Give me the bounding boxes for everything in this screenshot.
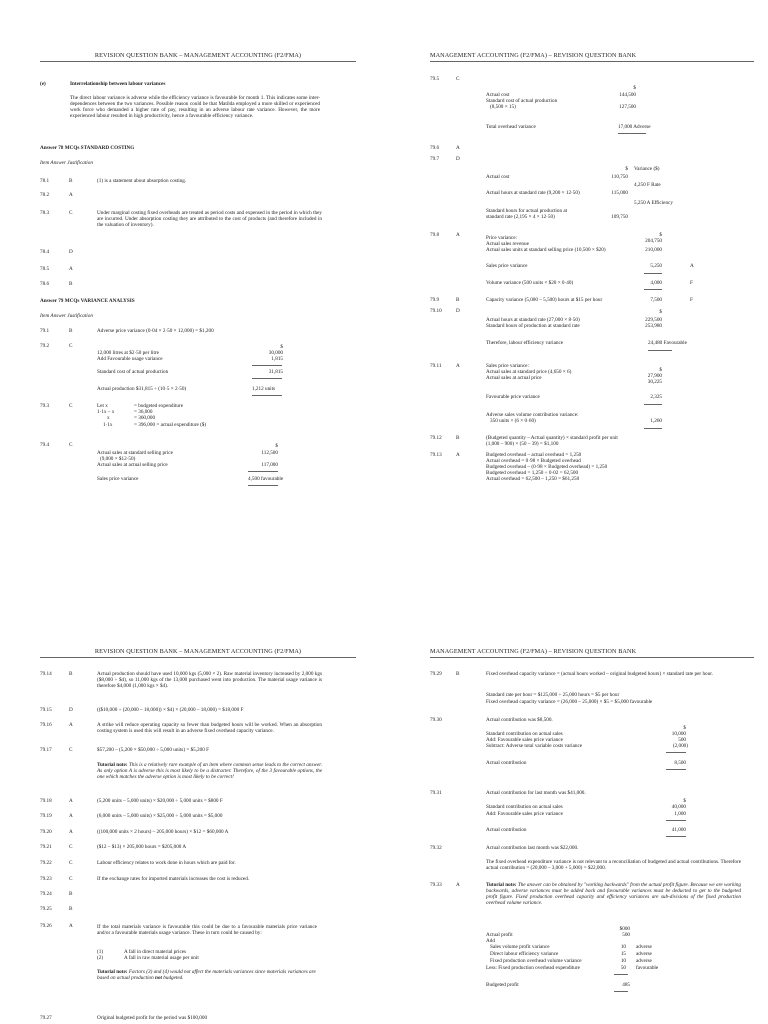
item-justification: (5,200 units – 5,000 units) × $20,000 ÷ 5,000 units = $800 F (97, 798, 223, 804)
item-justification: If the total materials variance is favourable this could be due to a favourable materials price variance and/or a favourable materials usage variance. These in turn could be caused by: (97, 924, 317, 937)
item-number: 79.29 (430, 671, 442, 677)
calc-value: 117,000 (261, 462, 278, 468)
variance-flag: adverse (636, 958, 652, 964)
calc-label: Standard contribution on actual sales (486, 731, 563, 737)
item-number: 79.12 (430, 435, 442, 441)
item-number: 79.17 (40, 747, 52, 753)
calc-label: Actual sales units at standard selling price (10,500 × $20) (486, 247, 606, 253)
calc-label: Sales price variance: (486, 363, 529, 369)
calc-label: (8,500 × 15) (490, 104, 516, 110)
item-number: 79.33 (430, 882, 442, 888)
item-answer: C (69, 343, 73, 349)
calc-label: Direct labour efficiency variance (490, 951, 559, 957)
item-justification: Actual contribution was $8,500. (486, 717, 553, 723)
calc-value: 5,250 (650, 263, 662, 269)
calc-value: 1,000 (674, 811, 686, 817)
column-headers: Item Answer Justification (40, 160, 93, 166)
calc-label: Standard contribution on actual sales (486, 804, 563, 810)
page-header: REVISION QUESTION BANK – MANAGEMENT ACCOUNTING (F2/FMA) (40, 52, 356, 62)
calc-value: 7,500 (650, 297, 662, 303)
item-number: 78.5 (40, 266, 50, 272)
variance-flag: A (690, 263, 694, 269)
calc-value: 24,480 Favourable (648, 340, 687, 346)
calc-label: (1,000 – 900) × (50 – 39) = $1,100 (486, 441, 559, 447)
item-justification: Under marginal costing fixed overheads are treated as period costs and expensed in the period in which they are incurred. Under absorption costing they are attributed to the cost of products (and therefore included in the valuation of inventory). (97, 210, 322, 229)
item-answer: D (456, 156, 460, 162)
tutorial-text: Factors (3) and (4) would not affect the materials variances since materials variances are based on actual production (97, 969, 316, 982)
item-number: 79.14 (40, 671, 52, 677)
calc-value: 10 (620, 944, 626, 950)
page-1077 (14, 6, 356, 510)
calc-line: Actual overhead = 0·98 × Budgeted overhead (486, 458, 581, 464)
item-answer: B (456, 297, 460, 303)
item-answer: D (69, 707, 73, 713)
variance-flag: adverse (636, 951, 652, 957)
calc-value: 27,900 (647, 373, 662, 379)
item-answer: A (456, 452, 460, 458)
underline (648, 350, 672, 351)
calc-value: 1,212 units (252, 386, 276, 392)
calc-label: Therefore, labour efficiency variance (486, 340, 564, 346)
explanation: The fixed overhead expenditure variance is not relevant to a reconciliation of budgeted and actual contributions. Therefore actual contribution = (20,000 – 3,000 + 5,000) = $22,000. (486, 859, 741, 872)
column-header: Variance ($) (634, 166, 660, 172)
calc-line: Standard rate per hour = $125,000 ÷ 25,000 hours = $5 per hour (486, 692, 620, 698)
item-answer: C (69, 876, 73, 882)
item-number: 79.19 (40, 813, 52, 819)
page-1080 (412, 514, 754, 1018)
calc-label: Actual sales at standard selling price (97, 450, 173, 456)
calc-value: 30,000 (268, 350, 283, 356)
item-number: 79.16 (40, 722, 52, 728)
calc-value: = 360,000 (134, 415, 156, 421)
calc-label: Actual hours at standard rate (27,000 × 8·50) (486, 317, 580, 323)
item-justification: (6,000 units – 5,000 units) × $25,000 ÷ 5,000 units = $5,000 (97, 813, 223, 819)
item-number: 79.13 (430, 452, 442, 458)
tutorial-note (486, 882, 741, 906)
currency-header: $ (683, 725, 686, 731)
page-header: MANAGEMENT ACCOUNTING (F2/FMA) – REVISION QUESTION BANK (430, 52, 754, 62)
calc-label: Fixed production overhead volume variance (490, 958, 582, 964)
calc-value: 8,500 (674, 760, 686, 766)
item-answer: A (69, 813, 73, 819)
item-number: 78.1 (40, 178, 50, 184)
calc-label: Add: Favourable sales price variance (486, 811, 563, 817)
calc-label: Capacity variance (5,000 – 5,500) hours at $15 per hour (486, 297, 603, 303)
tutorial-label: Tutorial note: (97, 969, 128, 975)
calc-label: Subtract: Adverse total variable costs variance (486, 743, 583, 749)
calc-label: Let x (97, 403, 108, 409)
calc-value: 40,000 (671, 804, 686, 810)
calc-label: 1·1x (103, 422, 113, 428)
item-number: 79.5 (430, 76, 440, 82)
calc-value: 115,000 (611, 190, 628, 196)
calc-label: Sales volume profit variance (490, 944, 550, 950)
calc-value: 10 (620, 958, 626, 964)
calc-line: Actual overhead = 62,500 – 1,250 = $61,250 (486, 476, 580, 482)
item-number: 79.8 (430, 232, 440, 238)
variance-label: 5,250 A Efficiency (634, 200, 673, 206)
calc-label: 1·1x – x (97, 409, 115, 415)
calc-label: Actual profit (486, 932, 513, 938)
page-header: REVISION QUESTION BANK – MANAGEMENT ACCOUNTING (F2/FMA) (40, 648, 356, 658)
calc-label: Actual production $31,815 ÷ (10·5 × 2·50) (97, 386, 187, 392)
variance-flag: adverse (636, 944, 652, 950)
item-number: 79.20 (40, 829, 52, 835)
calc-value: 4,000 (650, 280, 662, 286)
calc-value: 127,500 (619, 104, 636, 110)
calc-label: (Budgeted quantity – Actual quantity) × standard profit per unit (486, 435, 618, 441)
item-number: 79.4 (40, 442, 50, 448)
calc-value: 41,000 (671, 827, 686, 833)
calc-label: (9,000 × $12·50) (100, 456, 136, 462)
list-item: A fall in direct material prices (124, 949, 187, 955)
item-answer: D (69, 249, 73, 255)
item-justification: If the exchange rates for imported materials increases the cost is reduced. (97, 876, 250, 882)
underline (666, 820, 686, 821)
currency-header: $ (659, 367, 662, 373)
page-1078 (412, 6, 754, 510)
underline (248, 471, 278, 472)
currency-header: $ (280, 344, 283, 350)
item-justification: (($10,000 ÷ (20,000 – 18,000)) × $4) × (20,000 – 18,000) = $18,000 F (97, 707, 244, 713)
tutorial-text: budgeted. (161, 975, 184, 982)
item-answer: A (69, 798, 73, 804)
item-answer: C (69, 442, 73, 448)
calc-label: Volume variance (500 units × $20 × 0·40) (486, 280, 574, 286)
calc-value: 17,000 Adverse (618, 124, 651, 130)
variance-flag: F (690, 280, 693, 286)
calc-label: Actual hours at standard rate (9,200 × 12·50) (486, 190, 580, 196)
item-answer: C (69, 860, 73, 866)
item-justification: Adverse price variance (0·04 × 2·50 × 12,000) = $1,200 (97, 328, 214, 334)
item-answer: C (69, 403, 73, 409)
item-answer: B (69, 671, 73, 677)
calc-label: Price variance: (486, 235, 517, 241)
calc-value: = budgeted expenditure (134, 403, 184, 409)
calc-value: 15 (620, 951, 626, 957)
item-answer: A (69, 829, 73, 835)
calc-label: Actual contribution (486, 760, 527, 766)
item-justification: Actual contribution last month was $22,000. (486, 845, 579, 851)
underline (666, 769, 686, 770)
calc-value: 112,500 (261, 450, 278, 456)
currency-header: $ (683, 798, 686, 804)
calc-label: 12,000 litres at $2·50 per litre (97, 350, 159, 356)
calc-label: Adverse sales volume contribution variance: (486, 412, 579, 418)
tutorial-label: Tutorial note: (486, 882, 517, 888)
item-number: 79.21 (40, 844, 52, 850)
tutorial-text: This is a relatively rare example of an item where common sense leads to the correct answer. As only option A is adverse this is most likely to be a distracter. Therefore, of the 3 favourable options, the one which matches the adverse option is most likely to be correct! (97, 762, 322, 781)
calc-value: = 36,000 (134, 409, 153, 415)
item-answer: C (69, 844, 73, 850)
underline (666, 836, 686, 837)
item-answer: A (456, 145, 460, 151)
variance-flag: F (690, 297, 693, 303)
currency-header: $ (275, 443, 278, 449)
calc-value: 210,000 (645, 247, 662, 253)
item-justification: ((100,000 units × 2 hours) – 205,000 hours) × $12 = $60,000 A (97, 829, 229, 835)
item-number: 79.7 (430, 156, 440, 162)
item-answer: B (69, 178, 73, 184)
item-number: 79.2 (40, 343, 50, 349)
item-answer: A (456, 232, 460, 238)
item-justification: Actual production should have used 10,000 kgs (5,000 × 2). Raw material inventory increased by 2,000 kgs ($8,000 ÷ $4), so 11,000 kgs of the 13,000 purchased went into production. The material usage variance is therefore $4,000 (1,000 kgs × $4). (97, 671, 322, 690)
calc-value: = 396,000 = actual expenditure ($) (134, 422, 207, 428)
underline (666, 752, 686, 753)
calc-value: 1,815 (271, 356, 283, 362)
item-number: 79.32 (430, 845, 442, 851)
calc-value: 50 (620, 965, 626, 971)
item-answer: C (456, 76, 460, 82)
currency-header: $ (625, 166, 628, 172)
calc-value: 500 (678, 737, 686, 743)
item-answer: B (69, 891, 73, 897)
calc-label: Actual cost (486, 174, 510, 180)
item-number: 78.2 (40, 192, 50, 198)
calc-label: Standard hours for actual production at (486, 208, 568, 214)
calc-line: Budgeted overhead – actual overhead = 1,250 (486, 452, 582, 458)
calc-value: 31,815 (268, 369, 283, 375)
tutorial-emphasis: not (155, 975, 162, 982)
list-item: A fall in raw material usage per unit (124, 955, 199, 961)
calc-label: Sales price variance (486, 263, 528, 269)
page-header: MANAGEMENT ACCOUNTING (F2/FMA) – REVISION QUESTION BANK (430, 648, 754, 658)
item-number: 79.18 (40, 798, 52, 804)
underline (618, 133, 646, 134)
item-number: 79.26 (40, 923, 52, 929)
underline (614, 991, 628, 992)
calc-label: Total overhead variance (486, 124, 536, 130)
item-justification: Fixed overhead capacity variance = (actual hours worked – original budgeted hours) × standard rate per hour. (486, 671, 713, 677)
calc-label: Actual sales at standard price (4,650 × 6) (486, 369, 572, 375)
calc-value: 110,750 (611, 174, 628, 180)
item-answer: B (456, 435, 460, 441)
item-number: 79.3 (40, 403, 50, 409)
item-answer: B (456, 671, 460, 677)
calc-value: 30,225 (647, 379, 662, 385)
item-number: 79.10 (430, 308, 442, 314)
item-answer: C (69, 210, 73, 216)
calc-line: Budgeted overhead – (0·98 × Budgeted overhead) = 1,250 (486, 464, 608, 470)
answer-title: Answer 78 MCQs STANDARD COSTING (40, 145, 135, 151)
item-number: 79.6 (430, 145, 440, 151)
item-answer: A (69, 266, 73, 272)
item-justification: (1) is a statement about absorption costing. (97, 178, 187, 184)
underline (248, 485, 278, 486)
column-headers: Item Answer Justification (40, 313, 93, 319)
calc-label: 350 units × (6 × 0·60) (490, 418, 536, 424)
tutorial-note (97, 762, 322, 780)
item-number: 79.23 (40, 876, 52, 882)
underline (644, 404, 662, 405)
item-number: 78.4 (40, 249, 50, 255)
part-label: (e) (40, 81, 46, 87)
underline (252, 395, 282, 396)
calc-label: Actual contribution (486, 827, 527, 833)
item-justification: $57,200 – (5,200 × $50,000 ÷ 5,000 units) = $5,200 F (97, 747, 210, 753)
item-answer: B (69, 906, 73, 912)
item-number: 78.6 (40, 281, 50, 287)
tutorial-note (97, 969, 322, 981)
calc-label: Budgeted profit (486, 982, 519, 988)
calc-label: x (107, 415, 110, 421)
calc-label: Add: Favourable sales price variance (486, 737, 563, 743)
section-title: Interrelationship between labour variances (70, 81, 166, 87)
item-answer: A (69, 192, 73, 198)
calc-line: Fixed overhead capacity variance = (26,000 – 25,000) × $5 = $5,000 favourable (486, 699, 653, 705)
calc-value: 253,980 (645, 323, 662, 329)
item-number: 79.25 (40, 906, 52, 912)
calc-value: 2,325 (650, 394, 662, 400)
item-answer: C (69, 747, 73, 753)
currency-header: $000 (619, 926, 630, 932)
calc-label: Standard cost of actual production (97, 369, 169, 375)
item-answer: A (69, 923, 73, 929)
item-number: 79.15 (40, 707, 52, 713)
underline (644, 428, 662, 429)
calc-label: Actual sales revenue (486, 241, 529, 247)
item-answer: A (456, 882, 460, 888)
item-justification: Original budgeted profit for the period was $100,000 (97, 1015, 208, 1021)
calc-value: 10,000 (671, 731, 686, 737)
item-number: 79.11 (430, 363, 442, 369)
tutorial-label: Tutorial note: (97, 762, 128, 768)
page-1079 (14, 514, 356, 1021)
underline (644, 289, 662, 290)
calc-label: Actual sales at actual selling price (97, 462, 168, 468)
item-answer: A (456, 363, 460, 369)
calc-line: Budgeted overhead = 1,250 ÷ 0·02 = 62,500 (486, 470, 579, 476)
calc-value: 500 (622, 932, 630, 938)
item-justification: Labour efficiency relates to work done in hours which are paid for. (97, 860, 236, 866)
underline (252, 378, 282, 379)
calc-label: standard rate (2,195 × 4 × 12·50) (486, 214, 555, 220)
item-number: 79.31 (430, 790, 442, 796)
paragraph: The direct labour variance is adverse while the efficiency variance is favourable for month 1. This indicates some inter-dependences between the two variances. Possible reason could be that Matilda employed a more skilled or experienced work force who demanded a higher rate of pay, resulting in an adverse labour rate variance. However, the more experienced labour resulted in high productivity, hence a favourable efficiency variance. (70, 95, 320, 120)
calc-value: 4,500 favourable (248, 476, 284, 482)
underline (252, 365, 282, 366)
currency-header: $ (659, 232, 662, 238)
item-answer: B (69, 281, 73, 287)
item-number: 79.22 (40, 860, 52, 866)
tutorial-text: The answer can be obtained by "working backwards" from the actual profit figure. Because we are working backwards, adverse variances must be added back and favourable variances must be deducted to get to the budgeted profit figure. Fixed production overhead capacity and efficiency variances are sub-divisions of the fixed production overhead volume variance. (486, 882, 741, 907)
item-number: 79.24 (40, 891, 52, 897)
currency-header: $ (659, 309, 662, 315)
calc-value: 109,750 (611, 214, 628, 220)
underline (644, 273, 662, 274)
calc-label: Sales price variance (97, 476, 139, 482)
calc-value: 204,750 (645, 238, 662, 244)
item-answer: D (456, 308, 460, 314)
item-justification: ($12 – $13) × 205,000 hours = $205,000 A (97, 844, 187, 850)
list-number: (1) (97, 949, 104, 955)
variance-label: 4,250 F Rate (634, 182, 661, 188)
item-answer: B (69, 328, 73, 334)
calc-label: Standard cost of actual production (486, 98, 558, 104)
item-number: 79.9 (430, 297, 440, 303)
item-answer: A (69, 722, 73, 728)
calc-label: Actual cost (486, 92, 510, 98)
item-number: 79.30 (430, 717, 442, 723)
calc-label: Add (486, 938, 495, 944)
item-justification: A strike will reduce operating capacity so fewer than budgeted hours will be worked. When an absorption costing system is used this will result in an adverse fixed overhead capacity variance. (97, 722, 322, 735)
item-number: 78.3 (40, 210, 50, 216)
calc-value: 144,500 (619, 92, 636, 98)
calc-label: Actual sales at actual price (486, 375, 542, 381)
calc-label: Less: Fixed production overhead expenditure (486, 965, 580, 971)
item-justification: Actual contribution for last month was $41,000. (486, 790, 586, 796)
calc-value: 229,500 (645, 317, 662, 323)
item-number: 79.27 (40, 1015, 52, 1021)
calc-value: (2,000) (672, 743, 688, 749)
calc-label: Standard hours of production at standard rate (486, 323, 580, 329)
currency-header: $ (633, 85, 636, 91)
answer-title: Answer 79 MCQs VARIANCE ANALYSIS (40, 298, 135, 304)
item-number: 79.1 (40, 328, 50, 334)
list-number: (2) (97, 955, 104, 961)
calc-label: Add Favourable usage variance (97, 356, 163, 362)
calc-value: 1,260 (650, 418, 662, 424)
underline (614, 974, 628, 975)
calc-value: 485 (622, 982, 630, 988)
calc-label: Favourable price variance (486, 394, 540, 400)
variance-flag: favourable (636, 965, 659, 971)
